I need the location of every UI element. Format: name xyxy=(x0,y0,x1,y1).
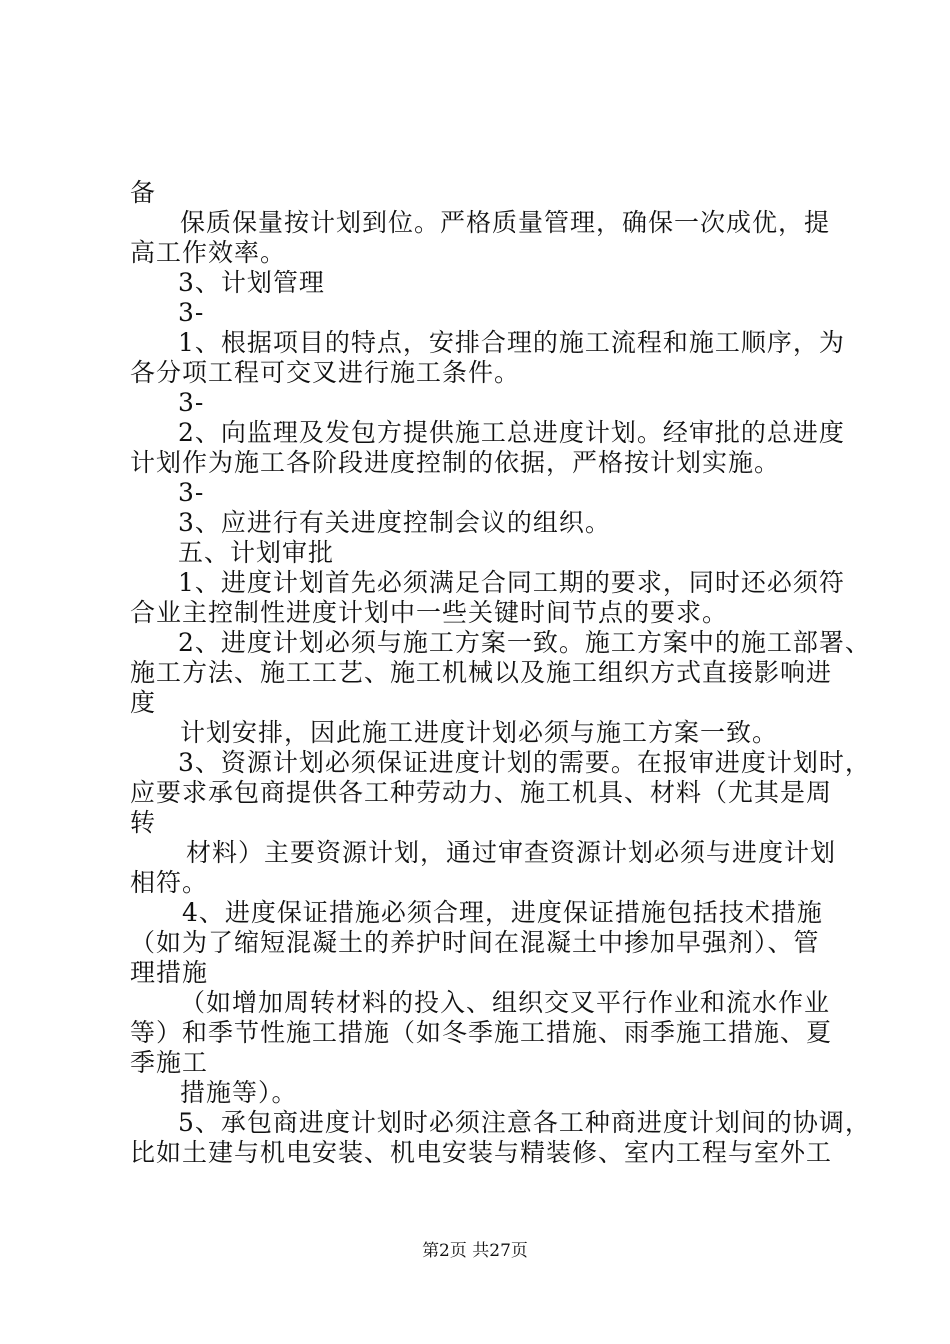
text-line: 等）和季节性施工措施（如冬季施工措施、雨季施工措施、夏 xyxy=(130,1018,833,1047)
text-line: （如增加周转材料的投入、组织交叉平行作业和流水作业 xyxy=(180,988,831,1017)
text-line: 措施等）。 xyxy=(180,1078,298,1107)
text-line: 2、向监理及发包方提供施工总进度计划。经审批的总进度 xyxy=(178,418,845,447)
text-line: 3- xyxy=(178,388,205,417)
text-line: 合业主控制性进度计划中一些关键时间节点的要求。 xyxy=(130,598,729,627)
text-line: 3- xyxy=(178,298,205,327)
text-line: 应要求承包商提供各工种劳动力、施工机具、材料（尤其是周 xyxy=(130,778,833,807)
text-line: 理措施 xyxy=(130,958,209,987)
text-line: 施工方法、施工工艺、施工机械以及施工组织方式直接影响进 xyxy=(130,658,833,687)
text-line: 季施工 xyxy=(130,1048,209,1077)
text-line: 材料）主要资源计划，通过审查资源计划必须与进度计划 xyxy=(186,838,837,867)
text-line: 5、承包商进度计划时必须注意各工种商进度计划间的协调， xyxy=(178,1108,871,1137)
text-line: 各分项工程可交叉进行施工条件。 xyxy=(130,358,521,387)
text-line: 3、资源计划必须保证进度计划的需要。在报审进度计划时， xyxy=(178,748,871,777)
text-line: 1、根据项目的特点，安排合理的施工流程和施工顺序，为 xyxy=(178,328,845,357)
section-heading: 五、计划审批 xyxy=(178,538,335,567)
text-line: 比如土建与机电安装、机电安装与精装修、室内工程与室外工 xyxy=(130,1138,833,1167)
text-line: （如为了缩短混凝土的养护时间在混凝土中掺加早强剂）、管 xyxy=(130,928,820,957)
text-line: 计划安排，因此施工进度计划必须与施工方案一致。 xyxy=(180,718,779,747)
text-line: 3- xyxy=(178,478,205,507)
page-footer: 第2页 共27页 xyxy=(422,1241,528,1261)
text-line: 1、进度计划首先必须满足合同工期的要求，同时还必须符 xyxy=(178,568,845,597)
text-line: 高工作效率。 xyxy=(130,238,287,267)
text-line: 3、计划管理 xyxy=(178,268,325,297)
text-line: 备 xyxy=(130,178,157,207)
text-line: 2、进度计划必须与施工方案一致。施工方案中的施工部署、 xyxy=(178,628,871,657)
text-line: 转 xyxy=(130,808,157,837)
text-line: 相符。 xyxy=(130,868,209,897)
text-line: 4、进度保证措施必须合理，进度保证措施包括技术措施 xyxy=(182,898,823,927)
text-line: 度 xyxy=(130,688,157,717)
text-line: 计划作为施工各阶段进度控制的依据，严格按计划实施。 xyxy=(130,448,781,477)
text-line: 保质保量按计划到位。严格质量管理，确保一次成优，提 xyxy=(180,208,831,237)
text-line: 3、应进行有关进度控制会议的组织。 xyxy=(178,508,611,537)
